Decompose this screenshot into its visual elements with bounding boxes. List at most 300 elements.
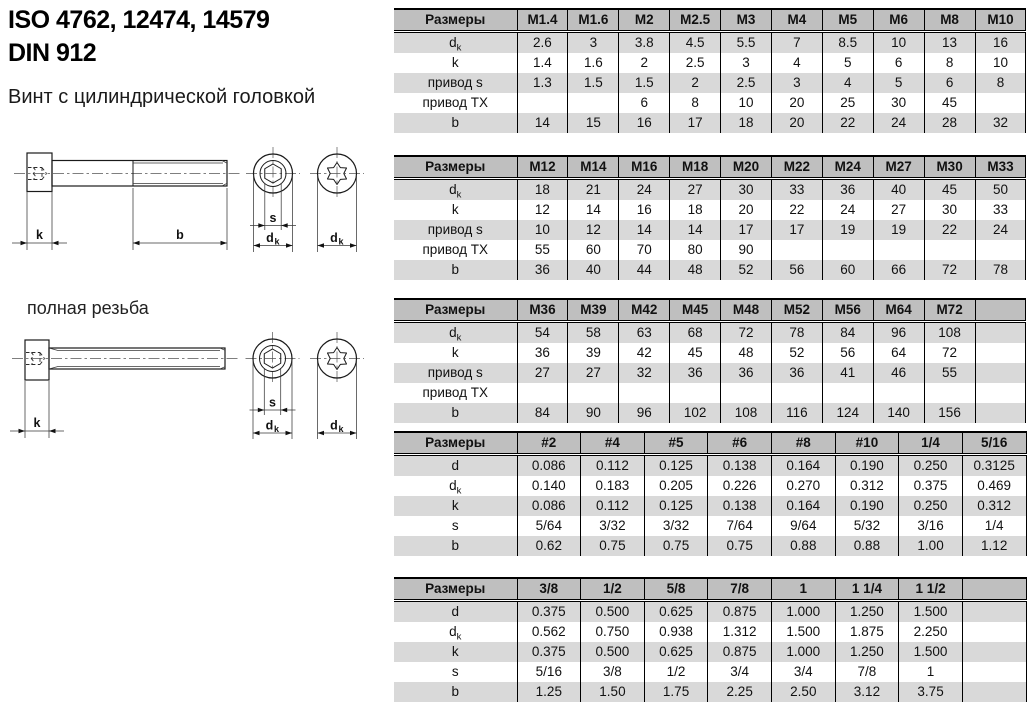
value-cell: 2.5: [670, 53, 721, 73]
value-cell: 0.88: [772, 536, 836, 556]
value-cell: 58: [568, 322, 619, 344]
row-label: b: [394, 682, 517, 702]
value-cell: [619, 383, 670, 403]
value-cell: 0.500: [581, 642, 645, 662]
value-cell: 0.140: [517, 476, 581, 496]
value-cell: 1.000: [772, 642, 836, 662]
value-cell: [975, 93, 1026, 113]
value-cell: 1.500: [899, 642, 963, 662]
row-label: k: [394, 496, 517, 516]
value-cell: 3/4: [772, 662, 836, 682]
value-cell: 1.4: [517, 53, 568, 73]
value-cell: 0.190: [835, 496, 899, 516]
value-cell: 36: [822, 179, 873, 201]
value-cell: [975, 363, 1026, 383]
value-cell: 0.125: [644, 455, 708, 477]
dim-label-dk: d: [265, 418, 274, 433]
value-cell: 36: [670, 363, 721, 383]
value-cell: 4: [822, 73, 873, 93]
value-cell: 52: [771, 343, 822, 363]
value-cell: 36: [771, 363, 822, 383]
value-cell: 2: [670, 73, 721, 93]
size-column-header: 1 1/4: [835, 578, 899, 601]
size-column-header: M52: [771, 299, 822, 322]
value-cell: [924, 383, 975, 403]
value-cell: 24: [822, 200, 873, 220]
value-cell: 18: [721, 113, 772, 133]
value-cell: 3.75: [899, 682, 963, 702]
value-cell: 0.75: [644, 536, 708, 556]
value-cell: 1.12: [962, 536, 1026, 556]
value-cell: [975, 403, 1026, 423]
value-cell: 2.25: [708, 682, 772, 702]
size-column-header: #4: [581, 432, 645, 455]
row-label: $d_k$: [394, 322, 517, 344]
size-column-header: #8: [772, 432, 836, 455]
value-cell: 15: [568, 113, 619, 133]
value-cell: 24: [873, 113, 924, 133]
value-cell: 84: [517, 403, 568, 423]
value-cell: 1.500: [772, 622, 836, 642]
svg-text:k: k: [338, 424, 344, 434]
dim-label-s: s: [269, 395, 276, 410]
value-cell: 41: [822, 363, 873, 383]
value-cell: 18: [670, 200, 721, 220]
value-cell: 64: [873, 343, 924, 363]
size-column-header: [975, 299, 1026, 322]
value-cell: 2.50: [772, 682, 836, 702]
value-cell: 116: [771, 403, 822, 423]
size-column-header: #5: [644, 432, 708, 455]
value-cell: 0.138: [708, 455, 772, 477]
value-cell: 55: [517, 240, 568, 260]
value-cell: 124: [822, 403, 873, 423]
value-cell: 45: [670, 343, 721, 363]
value-cell: [873, 240, 924, 260]
dimension-tables-region: [394, 0, 1026, 703]
value-cell: [517, 383, 568, 403]
row-label: b: [394, 536, 517, 556]
value-cell: 2.250: [899, 622, 963, 642]
row-label: b: [394, 403, 517, 423]
value-cell: 14: [568, 200, 619, 220]
value-cell: 21: [568, 179, 619, 201]
value-cell: 3: [721, 53, 772, 73]
row-label: привод TX: [422, 241, 488, 257]
size-column-header: M64: [873, 299, 924, 322]
value-cell: 1.250: [835, 601, 899, 623]
size-column-header: M8: [924, 9, 975, 32]
value-cell: 0.086: [517, 455, 581, 477]
value-cell: 45: [924, 179, 975, 201]
value-cell: 0.750: [581, 622, 645, 642]
value-cell: [962, 682, 1026, 702]
table-corner-header: Размеры: [394, 578, 517, 601]
size-column-header: M12: [517, 156, 568, 179]
value-cell: 0.190: [835, 455, 899, 477]
row-label: d: [394, 601, 517, 623]
value-cell: 32: [975, 113, 1026, 133]
row-label: b: [394, 260, 517, 280]
value-cell: 5: [822, 53, 873, 73]
value-cell: 30: [873, 93, 924, 113]
value-cell: [975, 343, 1026, 363]
value-cell: [924, 240, 975, 260]
size-column-header: M48: [721, 299, 772, 322]
value-cell: [670, 383, 721, 403]
value-cell: [721, 383, 772, 403]
value-cell: [822, 240, 873, 260]
row-label: привод TX: [422, 384, 488, 400]
value-cell: 27: [873, 200, 924, 220]
value-cell: 54: [517, 322, 568, 344]
size-column-header: 1/4: [899, 432, 963, 455]
value-cell: [517, 93, 568, 113]
value-cell: [568, 93, 619, 113]
value-cell: 4: [771, 53, 822, 73]
row-label: привод TX: [422, 94, 488, 110]
value-cell: 50: [975, 179, 1026, 201]
value-cell: 3/32: [644, 516, 708, 536]
size-column-header: M5: [822, 9, 873, 32]
screw-side-view: [10, 340, 238, 438]
value-cell: 10: [873, 32, 924, 54]
table-corner-header: Размеры: [394, 156, 517, 179]
value-cell: 84: [822, 322, 873, 344]
svg-text:k: k: [274, 236, 280, 247]
row-label: привод s: [394, 363, 517, 383]
value-cell: 14: [670, 220, 721, 240]
value-cell: 22: [822, 113, 873, 133]
value-cell: 96: [619, 403, 670, 423]
screw-drawing-partial-thread: [0, 146, 394, 258]
value-cell: 140: [873, 403, 924, 423]
size-column-header: 3/8: [517, 578, 581, 601]
page-title-iso: ISO 4762, 12474, 14579: [8, 6, 270, 34]
value-cell: 0.938: [644, 622, 708, 642]
value-cell: 0.086: [517, 496, 581, 516]
value-cell: 1.00: [899, 536, 963, 556]
value-cell: 72: [924, 343, 975, 363]
dimensions-table-metric-m1_4-m10: [394, 8, 1026, 133]
value-cell: 1.3: [517, 73, 568, 93]
value-cell: 108: [924, 322, 975, 344]
value-cell: [568, 383, 619, 403]
value-cell: 19: [873, 220, 924, 240]
value-cell: 3/16: [899, 516, 963, 536]
value-cell: [822, 383, 873, 403]
value-cell: 5/16: [517, 662, 581, 682]
size-column-header: M4: [771, 9, 822, 32]
value-cell: 1.5: [568, 73, 619, 93]
value-cell: 18: [517, 179, 568, 201]
value-cell: 10: [721, 93, 772, 113]
value-cell: 72: [924, 260, 975, 280]
value-cell: 1.312: [708, 622, 772, 642]
value-cell: 1.5: [619, 73, 670, 93]
dimensions-table-imperial-3_8-1_1_2: [394, 577, 1027, 702]
value-cell: 27: [517, 363, 568, 383]
value-cell: 1/4: [962, 516, 1026, 536]
value-cell: 0.625: [644, 601, 708, 623]
value-cell: 48: [670, 260, 721, 280]
row-label: $d_k$: [449, 477, 462, 496]
value-cell: 28: [924, 113, 975, 133]
value-cell: 0.875: [708, 642, 772, 662]
value-cell: 7: [771, 32, 822, 54]
row-label: k: [451, 54, 459, 70]
dim-label-dk: d: [330, 418, 338, 433]
value-cell: 5/32: [835, 516, 899, 536]
value-cell: 0.562: [517, 622, 581, 642]
value-cell: 2.5: [721, 73, 772, 93]
value-cell: 5: [873, 73, 924, 93]
value-cell: 60: [568, 240, 619, 260]
value-cell: 16: [619, 113, 670, 133]
dim-label-k: k: [36, 228, 43, 242]
value-cell: 90: [721, 240, 772, 260]
title-block: [8, 4, 269, 70]
value-cell: 0.250: [899, 496, 963, 516]
value-cell: 16: [975, 32, 1026, 54]
dimensions-table-imperial-no2-5_16: [394, 431, 1027, 556]
row-label: b: [394, 113, 517, 133]
size-column-header: M39: [568, 299, 619, 322]
page-subtitle: Винт с цилиндрической головкой: [8, 86, 316, 108]
value-cell: 0.375: [517, 642, 581, 662]
value-cell: 20: [721, 200, 772, 220]
value-cell: 1.25: [517, 682, 581, 702]
value-cell: 108: [721, 403, 772, 423]
row-label: привод s: [394, 73, 517, 93]
value-cell: 0.88: [835, 536, 899, 556]
hex-socket-end-view: [246, 147, 300, 252]
value-cell: 0.205: [644, 476, 708, 496]
value-cell: 36: [517, 343, 568, 363]
value-cell: 0.226: [708, 476, 772, 496]
size-column-header: M42: [619, 299, 670, 322]
row-label: s: [451, 663, 459, 679]
value-cell: [873, 383, 924, 403]
value-cell: 32: [619, 363, 670, 383]
value-cell: 48: [721, 343, 772, 363]
value-cell: 27: [568, 363, 619, 383]
value-cell: 36: [721, 363, 772, 383]
value-cell: 25: [822, 93, 873, 113]
value-cell: 0.500: [581, 601, 645, 623]
value-cell: 0.875: [708, 601, 772, 623]
value-cell: 20: [771, 93, 822, 113]
value-cell: 33: [975, 200, 1026, 220]
value-cell: 14: [619, 220, 670, 240]
value-cell: 0.270: [772, 476, 836, 496]
value-cell: 0.183: [581, 476, 645, 496]
value-cell: 2: [619, 53, 670, 73]
value-cell: 1: [899, 662, 963, 682]
size-column-header: M1.6: [568, 9, 619, 32]
value-cell: 1.75: [644, 682, 708, 702]
value-cell: 3: [771, 73, 822, 93]
value-cell: 0.75: [581, 536, 645, 556]
value-cell: 27: [670, 179, 721, 201]
value-cell: 102: [670, 403, 721, 423]
value-cell: 78: [771, 322, 822, 344]
dim-label-k: k: [33, 416, 41, 430]
value-cell: 0.112: [581, 455, 645, 477]
value-cell: [962, 662, 1026, 682]
row-label: s: [451, 517, 459, 533]
value-cell: 22: [771, 200, 822, 220]
screw-drawing-full-thread: [0, 332, 394, 444]
page-title-din: DIN 912: [8, 39, 97, 67]
value-cell: 19: [822, 220, 873, 240]
value-cell: 8.5: [822, 32, 873, 54]
value-cell: 156: [924, 403, 975, 423]
value-cell: [962, 622, 1026, 642]
size-column-header: M16: [619, 156, 670, 179]
value-cell: 3/4: [708, 662, 772, 682]
row-label: $d_k$: [449, 623, 462, 642]
size-column-header: M10: [975, 9, 1026, 32]
value-cell: 12: [517, 200, 568, 220]
value-cell: 1.875: [835, 622, 899, 642]
value-cell: 20: [771, 113, 822, 133]
value-cell: 4.5: [670, 32, 721, 54]
size-column-header: M18: [670, 156, 721, 179]
value-cell: 12: [568, 220, 619, 240]
value-cell: [962, 601, 1026, 623]
value-cell: [771, 383, 822, 403]
value-cell: 3.8: [619, 32, 670, 54]
value-cell: 0.164: [772, 496, 836, 516]
value-cell: 56: [771, 260, 822, 280]
value-cell: 30: [924, 200, 975, 220]
value-cell: 42: [619, 343, 670, 363]
value-cell: 70: [619, 240, 670, 260]
value-cell: 17: [670, 113, 721, 133]
full-thread-label: полная резьба: [27, 298, 149, 318]
value-cell: [962, 642, 1026, 662]
value-cell: 6: [619, 93, 670, 113]
value-cell: [975, 240, 1026, 260]
value-cell: 7/64: [708, 516, 772, 536]
value-cell: 78: [975, 260, 1026, 280]
value-cell: 8: [975, 73, 1026, 93]
size-column-header: M1.4: [517, 9, 568, 32]
dimensions-table-metric-m36-m72: [394, 298, 1026, 423]
value-cell: 46: [873, 363, 924, 383]
value-cell: 5.5: [721, 32, 772, 54]
size-column-header: M45: [670, 299, 721, 322]
value-cell: 36: [517, 260, 568, 280]
row-label: $d_k$: [394, 32, 517, 54]
value-cell: 96: [873, 322, 924, 344]
value-cell: 0.312: [835, 476, 899, 496]
value-cell: 9/64: [772, 516, 836, 536]
size-column-header: M3: [721, 9, 772, 32]
size-column-header: M2.5: [670, 9, 721, 32]
value-cell: 24: [619, 179, 670, 201]
value-cell: 0.469: [962, 476, 1026, 496]
value-cell: 0.375: [517, 601, 581, 623]
value-cell: 90: [568, 403, 619, 423]
size-column-header: 1 1/2: [899, 578, 963, 601]
value-cell: 1.50: [581, 682, 645, 702]
value-cell: 16: [619, 200, 670, 220]
value-cell: 45: [924, 93, 975, 113]
value-cell: 1/2: [644, 662, 708, 682]
value-cell: 68: [670, 322, 721, 344]
size-column-header: M36: [517, 299, 568, 322]
value-cell: 72: [721, 322, 772, 344]
svg-text:k: k: [273, 424, 280, 434]
value-cell: 40: [873, 179, 924, 201]
size-column-header: M2: [619, 9, 670, 32]
value-cell: 30: [721, 179, 772, 201]
dim-label-dk: d: [330, 231, 338, 245]
value-cell: 3: [568, 32, 619, 54]
dim-label-s: s: [269, 211, 277, 225]
row-label: k: [394, 642, 517, 662]
table-corner-header: Размеры: [394, 9, 517, 32]
size-column-header: M72: [924, 299, 975, 322]
value-cell: 17: [771, 220, 822, 240]
size-column-header: M6: [873, 9, 924, 32]
value-cell: 63: [619, 322, 670, 344]
value-cell: 80: [670, 240, 721, 260]
row-label: k: [451, 344, 459, 360]
row-label: d: [394, 455, 517, 477]
value-cell: 14: [517, 113, 568, 133]
value-cell: 0.625: [644, 642, 708, 662]
value-cell: 0.375: [899, 476, 963, 496]
svg-text:k: k: [338, 236, 344, 247]
value-cell: 52: [721, 260, 772, 280]
table-corner-header: Размеры: [394, 299, 517, 322]
value-cell: 0.62: [517, 536, 581, 556]
value-cell: 0.3125: [962, 455, 1026, 477]
dimensions-table-metric-m12-m33: [394, 155, 1026, 280]
value-cell: [975, 383, 1026, 403]
value-cell: [771, 240, 822, 260]
table-corner-header: Размеры: [394, 432, 517, 455]
row-label: k: [451, 201, 459, 217]
value-cell: 1.250: [835, 642, 899, 662]
value-cell: 6: [873, 53, 924, 73]
torx-end-view: [310, 147, 364, 252]
value-cell: 8: [924, 53, 975, 73]
value-cell: 2.6: [517, 32, 568, 54]
dim-label-b: b: [176, 228, 184, 242]
value-cell: 0.138: [708, 496, 772, 516]
size-column-header: M56: [822, 299, 873, 322]
value-cell: 3/8: [581, 662, 645, 682]
size-column-header: M20: [721, 156, 772, 179]
size-column-header: M33: [975, 156, 1026, 179]
value-cell: [975, 322, 1026, 344]
value-cell: 40: [568, 260, 619, 280]
size-column-header: M30: [924, 156, 975, 179]
value-cell: 17: [721, 220, 772, 240]
value-cell: 0.125: [644, 496, 708, 516]
value-cell: 33: [771, 179, 822, 201]
size-column-header: M27: [873, 156, 924, 179]
value-cell: 56: [822, 343, 873, 363]
value-cell: 10: [975, 53, 1026, 73]
row-label: $d_k$: [394, 179, 517, 201]
size-column-header: 5/8: [644, 578, 708, 601]
value-cell: 22: [924, 220, 975, 240]
